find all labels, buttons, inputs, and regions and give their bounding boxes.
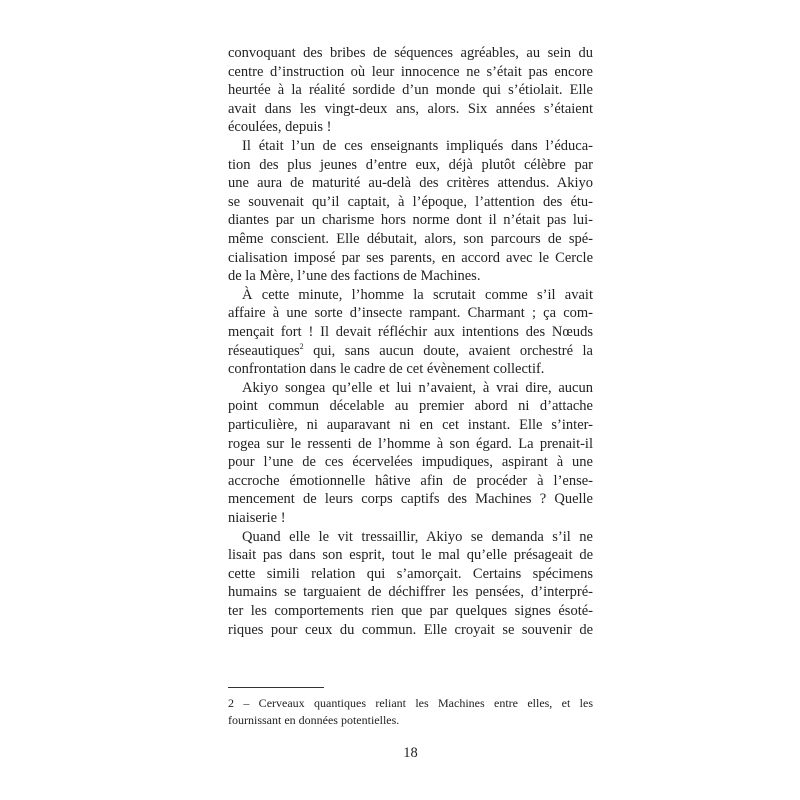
text-line: de la Mère, l’une des factions de Machines.	[228, 268, 481, 285]
text-line: mencement de leurs corps captifs des Machines ? Quelle	[228, 491, 593, 508]
text-line: humains se targuaient de déchiffrer les pensées, d’interpré-	[228, 584, 593, 601]
text-line: Il était l’un de ces enseignants impliqués dans l’éduca-	[242, 138, 593, 154]
text-line: convoquant des bribes de séquences agréables, au sein du	[228, 45, 593, 61]
text-line: écoulées, depuis !	[228, 119, 332, 136]
text-line: lisait pas dans son esprit, tout le mal qu’elle présageait de	[228, 547, 593, 564]
text-line: pour l’une de ces écervelées impudiques, aspirant à une	[228, 454, 593, 471]
text-line: tion des plus jeunes d’entre eux, déjà plutôt célèbre par	[228, 156, 593, 173]
text-line: point commun décelable au premier abord ni d’attache	[228, 398, 593, 415]
text-line: se souvenait qu’il captait, à l’époque, l’attention des étu-	[228, 193, 593, 210]
book-page	[228, 44, 593, 774]
text-line: À cette minute, l’homme la scrutait comme s’il avait	[242, 286, 593, 303]
text-line: mençait fort ! Il devait réfléchir aux intentions des Nœuds	[228, 324, 593, 340]
footnote-line: fournissant en données potentielles.	[228, 713, 400, 727]
text-line: accroche émotionnelle hâtive afin de procéder à l’ense-	[228, 472, 593, 489]
text-line: rogea sur le ressenti de l’homme à son égard. La prenait-il	[228, 435, 593, 452]
text-line: diantes par un charisme hors norme dont il n’était pas lui-	[228, 212, 593, 229]
text-fragment: qui, sans aucun doute, avaient orchestré la	[313, 342, 593, 359]
text-line: Quand elle le vit tressaillir, Akiyo se demanda s’il ne	[242, 528, 593, 545]
text-line: centre d’instruction où leur innocence ne s’était pas encore	[228, 63, 593, 80]
text-line: riques pour ceux du commun. Elle croyait se souvenir de	[228, 621, 593, 638]
text-line: heurtée à la réalité sordide d’un monde qui s’étiolait. Elle	[228, 82, 593, 99]
text-line: avait dans les vingt-deux ans, alors. Six années s’étaient	[228, 100, 593, 117]
text-line: cette simili relation qui s’amorçait. Certains spécimens	[228, 565, 593, 582]
text-fragment: réseautiques	[228, 342, 300, 359]
footnote-reference[interactable]: 2	[299, 341, 304, 351]
text-line: ter les comportements rien que par quelques signes ésoté-	[228, 603, 593, 619]
text-line: cialisation imposé par ses parents, en accord avec le Cercle	[228, 249, 593, 266]
text-line: Akiyo songea qu’elle et lui n’avaient, à vrai dire, aucun	[242, 379, 593, 396]
footnote-separator	[228, 687, 324, 688]
text-line: confrontation dans le cadre de cet évènement collectif.	[228, 361, 545, 378]
footnote-line: 2 – Cerveaux quantiques reliant les Machines entre elles, et les	[228, 696, 593, 710]
text-line: niaiserie !	[228, 510, 286, 526]
text-line	[228, 342, 593, 361]
text-line: affaire à une sorte d’insecte rampant. Charmant ; ça com-	[228, 305, 593, 322]
text-line: même conscient. Elle débutait, alors, son parcours de spé-	[228, 231, 593, 247]
page-number: 18	[403, 745, 418, 761]
text-line: une aura de maturité au-delà des critères attendus. Akiyo	[228, 175, 593, 192]
text-line: particulière, ni auparavant ni en cet instant. Elle s’inter-	[228, 417, 593, 433]
